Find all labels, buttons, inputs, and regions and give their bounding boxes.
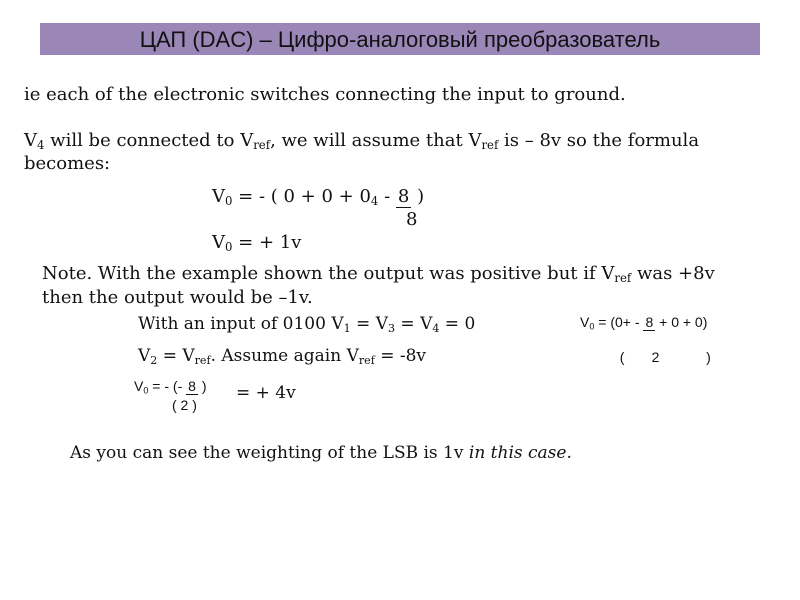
text-frag: = - ( 0 + 0 + 0 bbox=[232, 186, 371, 207]
calc-line-2 bbox=[172, 397, 197, 413]
text-frag: + 0 + 0) bbox=[655, 314, 708, 330]
italic-emphasis: in this case. bbox=[468, 443, 572, 463]
subscript: 2 bbox=[150, 353, 158, 367]
calc-result-content: = + 4v bbox=[236, 383, 296, 403]
subscript: ref bbox=[253, 137, 271, 152]
text-frag: V bbox=[24, 130, 37, 151]
formula-2 bbox=[212, 232, 301, 254]
text-line-2 bbox=[24, 130, 699, 152]
fraction-numerator: 8 bbox=[188, 378, 196, 394]
v2-line bbox=[138, 346, 426, 367]
final-line bbox=[70, 443, 572, 463]
text-frag: V bbox=[138, 346, 151, 366]
subscript: 0 bbox=[143, 385, 149, 396]
subscript: 0 bbox=[225, 239, 233, 254]
text-frag: is – 8v so the formula bbox=[498, 130, 700, 151]
subscript: ref bbox=[614, 270, 632, 285]
subscript: ref bbox=[481, 137, 499, 152]
text-frag: V bbox=[212, 186, 225, 207]
formula-1-denominator bbox=[406, 209, 417, 230]
text-frag: V bbox=[212, 232, 225, 253]
subscript: 1 bbox=[343, 321, 351, 335]
fraction-numerator: 8 bbox=[645, 314, 654, 330]
text-line-3-content: becomes: bbox=[24, 153, 111, 174]
text-frag: , we will assume that V bbox=[270, 130, 482, 151]
calc-denominator: ( 2 ) bbox=[172, 397, 197, 413]
subscript: 0 bbox=[589, 321, 595, 332]
side-formula-line-2 bbox=[612, 333, 711, 365]
subscript: 4 bbox=[370, 193, 379, 208]
text-frag: ) bbox=[197, 378, 207, 394]
subscript: 4 bbox=[37, 137, 45, 152]
text-frag: V bbox=[580, 314, 590, 330]
note-line-1 bbox=[42, 263, 715, 285]
side-formula-denominator: ( 2 ) bbox=[619, 349, 711, 365]
side-formula-line-1 bbox=[580, 314, 707, 331]
text-frag: = (0+ - bbox=[594, 314, 644, 330]
text-frag: Note. With the example shown the output was positive but if V bbox=[42, 263, 615, 284]
text-frag: With an input of 0100 V bbox=[138, 314, 344, 334]
subscript: 4 bbox=[432, 321, 440, 335]
subscript: ref bbox=[358, 353, 375, 367]
subscript: ref bbox=[194, 353, 211, 367]
formula-1 bbox=[212, 186, 424, 208]
text-frag: was +8v bbox=[631, 263, 715, 284]
text-frag: will be connected to V bbox=[44, 130, 254, 151]
text-frag: = - (- bbox=[148, 378, 187, 394]
text-frag: = V bbox=[157, 346, 195, 366]
note-line-2 bbox=[42, 287, 313, 308]
input-line bbox=[138, 314, 475, 335]
text-frag: - bbox=[378, 186, 396, 207]
calc-line-1 bbox=[134, 378, 207, 395]
text-line-1 bbox=[24, 84, 626, 105]
text-frag: = V bbox=[350, 314, 388, 334]
note-line-2-content: then the output would be –1v. bbox=[42, 287, 313, 308]
text-frag: = V bbox=[395, 314, 433, 334]
text-frag: . Assume again V bbox=[210, 346, 359, 366]
fraction-numerator: 8 bbox=[397, 186, 410, 207]
subscript: 0 bbox=[225, 193, 233, 208]
text-frag: = -8v bbox=[374, 346, 427, 366]
text-frag: = + 1v bbox=[232, 232, 302, 253]
slide-title: ЦАП (DAC) – Цифро-аналоговый преобразователь bbox=[139, 27, 661, 52]
text-line-1-content: ie each of the electronic switches connecting the input to ground. bbox=[24, 84, 626, 105]
text-frag: V bbox=[134, 378, 144, 394]
title-bar bbox=[40, 23, 760, 55]
text-frag: As you can see the weighting of the LSB is 1v bbox=[70, 443, 469, 463]
text-frag: = 0 bbox=[439, 314, 476, 334]
subscript: 3 bbox=[388, 321, 396, 335]
text-frag: ) bbox=[411, 186, 425, 207]
fraction-denominator: 8 bbox=[406, 209, 418, 230]
calc-result bbox=[236, 383, 296, 403]
text-line-3 bbox=[24, 153, 110, 174]
